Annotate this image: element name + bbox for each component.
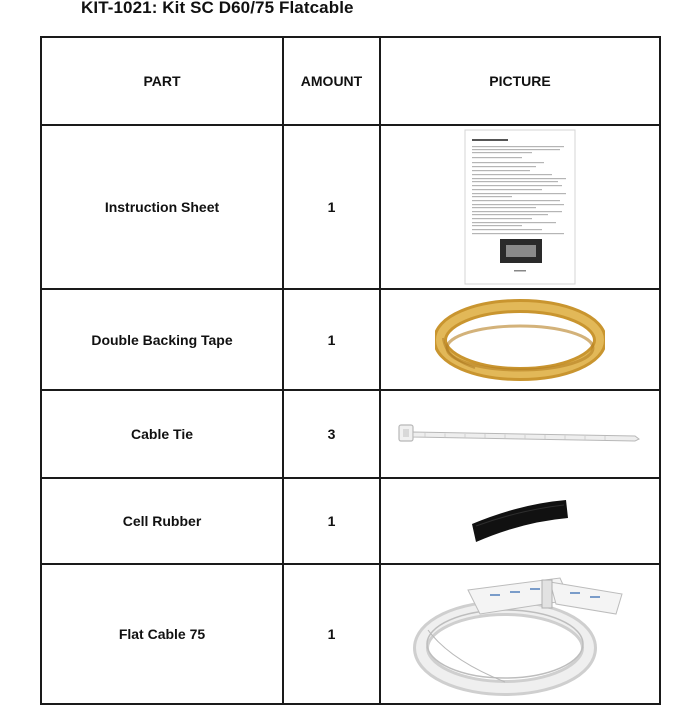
table-row	[41, 390, 660, 478]
table-row	[41, 289, 660, 390]
part-amount: 1	[283, 478, 380, 564]
part-amount: 1	[283, 564, 380, 704]
header-part: PART	[41, 37, 283, 125]
part-name: Double Backing Tape	[41, 289, 283, 390]
part-picture	[380, 125, 660, 289]
instruction-sheet-icon	[464, 129, 576, 285]
cable-tie-icon	[395, 414, 645, 454]
parts-table	[40, 36, 661, 705]
tape-roll-icon	[435, 298, 605, 382]
part-name: Cell Rubber	[41, 478, 283, 564]
part-amount: 3	[283, 390, 380, 478]
part-picture	[380, 289, 660, 390]
table-header-row	[41, 37, 660, 125]
header-amount: AMOUNT	[283, 37, 380, 125]
part-name: Cable Tie	[41, 390, 283, 478]
part-name: Instruction Sheet	[41, 125, 283, 289]
part-name: Flat Cable 75	[41, 564, 283, 704]
part-amount: 1	[283, 289, 380, 390]
flat-cable-icon	[410, 570, 630, 698]
part-picture	[380, 564, 660, 704]
header-picture: PICTURE	[380, 37, 660, 125]
page-title: KIT-1021: Kit SC D60/75 Flatcable	[81, 0, 354, 17]
part-amount: 1	[283, 125, 380, 289]
table-row	[41, 478, 660, 564]
table-row	[41, 125, 660, 289]
part-picture	[380, 478, 660, 564]
table-row	[41, 564, 660, 704]
cell-rubber-icon	[470, 496, 570, 546]
part-picture	[380, 390, 660, 478]
